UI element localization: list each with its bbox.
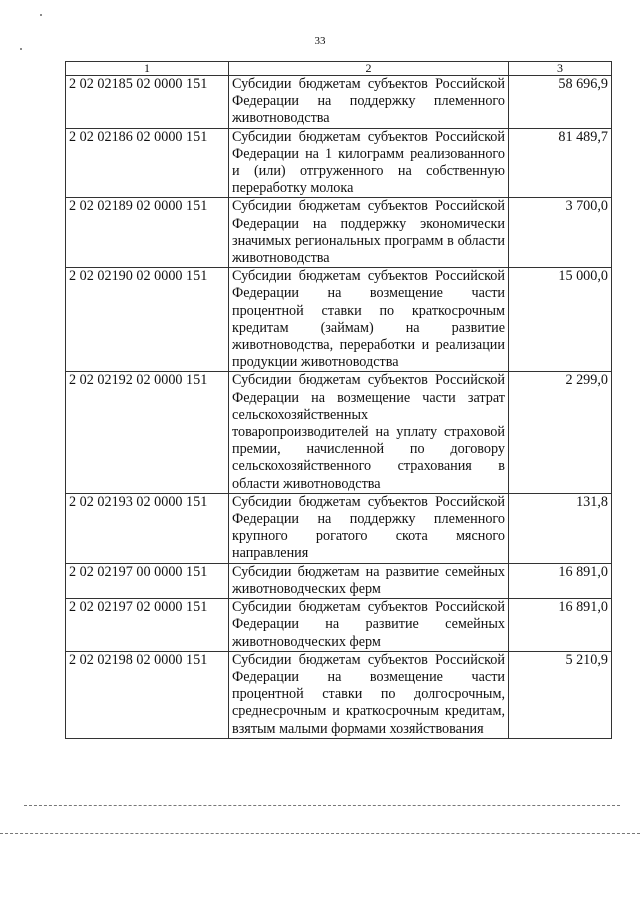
column-header-3: 3 [509, 62, 612, 76]
budget-code-cell: 2 02 02186 02 0000 151 [66, 128, 229, 198]
description-cell: Субсидии бюджетам субъектов Российской Федерации на поддержку племенного животноводства [229, 76, 509, 129]
budget-table [65, 61, 612, 739]
amount-cell: 16 891,0 [509, 563, 612, 598]
table-row [66, 76, 612, 129]
budget-code-cell: 2 02 02197 02 0000 151 [66, 599, 229, 652]
table-row [66, 563, 612, 598]
column-header-2: 2 [229, 62, 509, 76]
description-cell: Субсидии бюджетам субъектов Российской Федерации на возмещение части затрат сельскохозяйственных товаропроизводителей на уплату страховой премии, начисленной по договору сельскохозяйственного страхования в области животноводства [229, 372, 509, 493]
scan-artifact-line [0, 833, 640, 834]
budget-code-cell: 2 02 02192 02 0000 151 [66, 372, 229, 493]
table-row [66, 198, 612, 268]
amount-cell: 3 700,0 [509, 198, 612, 268]
budget-code-cell: 2 02 02189 02 0000 151 [66, 198, 229, 268]
table-row [66, 493, 612, 563]
amount-cell: 131,8 [509, 493, 612, 563]
description-cell: Субсидии бюджетам субъектов Российской Федерации на возмещение части процентной ставки по долгосрочным, среднесрочным и краткосрочным кредитам, взятым малыми формами хозяйствования [229, 651, 509, 738]
description-cell: Субсидии бюджетам субъектов Российской Федерации на возмещение части процентной ставки по краткосрочным кредитам (займам) на развитие животноводства, переработки и реализации продукции животноводства [229, 268, 509, 372]
amount-cell: 16 891,0 [509, 599, 612, 652]
amount-cell: 58 696,9 [509, 76, 612, 129]
table-row [66, 599, 612, 652]
amount-cell: 15 000,0 [509, 268, 612, 372]
description-cell: Субсидии бюджетам на развитие семейных животноводческих ферм [229, 563, 509, 598]
table-header-row [66, 62, 612, 76]
page-number: 33 [314, 35, 326, 47]
scan-artifact-dot [40, 14, 42, 16]
amount-cell: 5 210,9 [509, 651, 612, 738]
description-cell: Субсидии бюджетам субъектов Российской Федерации на 1 килограмм реализованного и (или) отгруженного на собственную переработку молока [229, 128, 509, 198]
table-row [66, 128, 612, 198]
description-cell: Субсидии бюджетам субъектов Российской Федерации на развитие семейных животноводческих ферм [229, 599, 509, 652]
budget-code-cell: 2 02 02193 02 0000 151 [66, 493, 229, 563]
scan-artifact-line [24, 805, 620, 806]
table-row [66, 268, 612, 372]
amount-cell: 81 489,7 [509, 128, 612, 198]
column-header-1: 1 [66, 62, 229, 76]
description-cell: Субсидии бюджетам субъектов Российской Федерации на поддержку экономически значимых региональных программ в области животноводства [229, 198, 509, 268]
scan-artifact-dot [20, 48, 22, 50]
description-cell: Субсидии бюджетам субъектов Российской Федерации на поддержку племенного крупного рогатого скота мясного направления [229, 493, 509, 563]
amount-cell: 2 299,0 [509, 372, 612, 493]
table-row [66, 372, 612, 493]
table-row [66, 651, 612, 738]
budget-code-cell: 2 02 02197 00 0000 151 [66, 563, 229, 598]
budget-code-cell: 2 02 02190 02 0000 151 [66, 268, 229, 372]
budget-code-cell: 2 02 02185 02 0000 151 [66, 76, 229, 129]
budget-code-cell: 2 02 02198 02 0000 151 [66, 651, 229, 738]
